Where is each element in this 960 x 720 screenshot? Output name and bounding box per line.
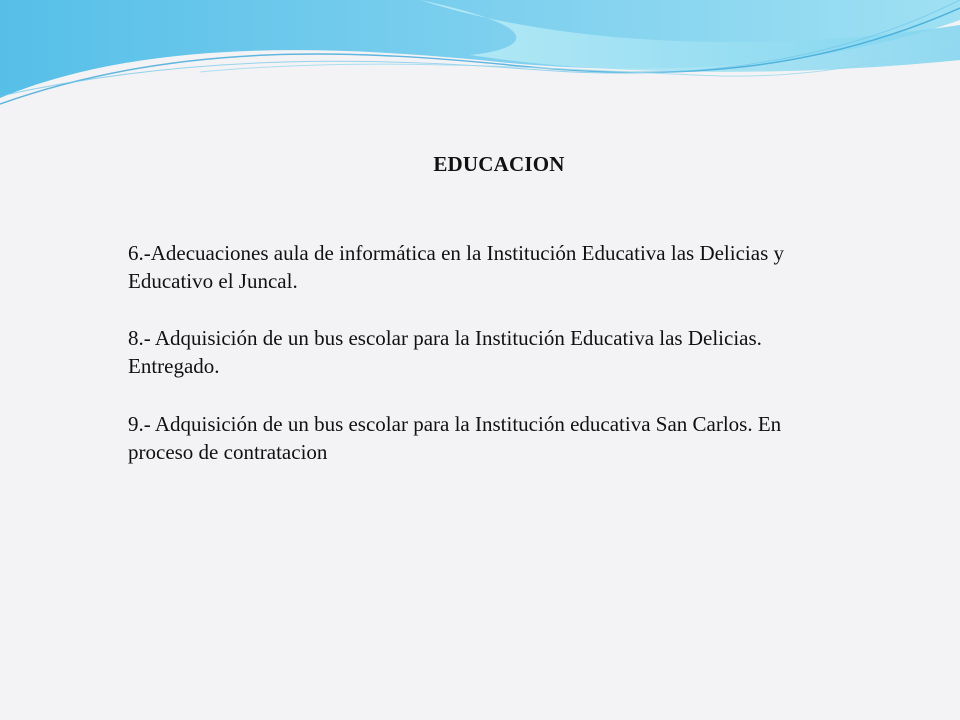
wave-header-decoration: [0, 0, 960, 140]
list-item: 8.- Adquisición de un bus escolar para la Institución Educativa las Delicias. Entregado.: [128, 326, 762, 378]
list-item: 6.-Adecuaciones aula de informática en la Institución Educativa las Delicias y Educativo el Juncal.: [128, 241, 784, 293]
slide-title: EDUCACION: [433, 152, 565, 176]
list-item: 9.- Adquisición de un bus escolar para la Institución educativa San Carlos. En proceso de contratacion: [128, 412, 782, 464]
